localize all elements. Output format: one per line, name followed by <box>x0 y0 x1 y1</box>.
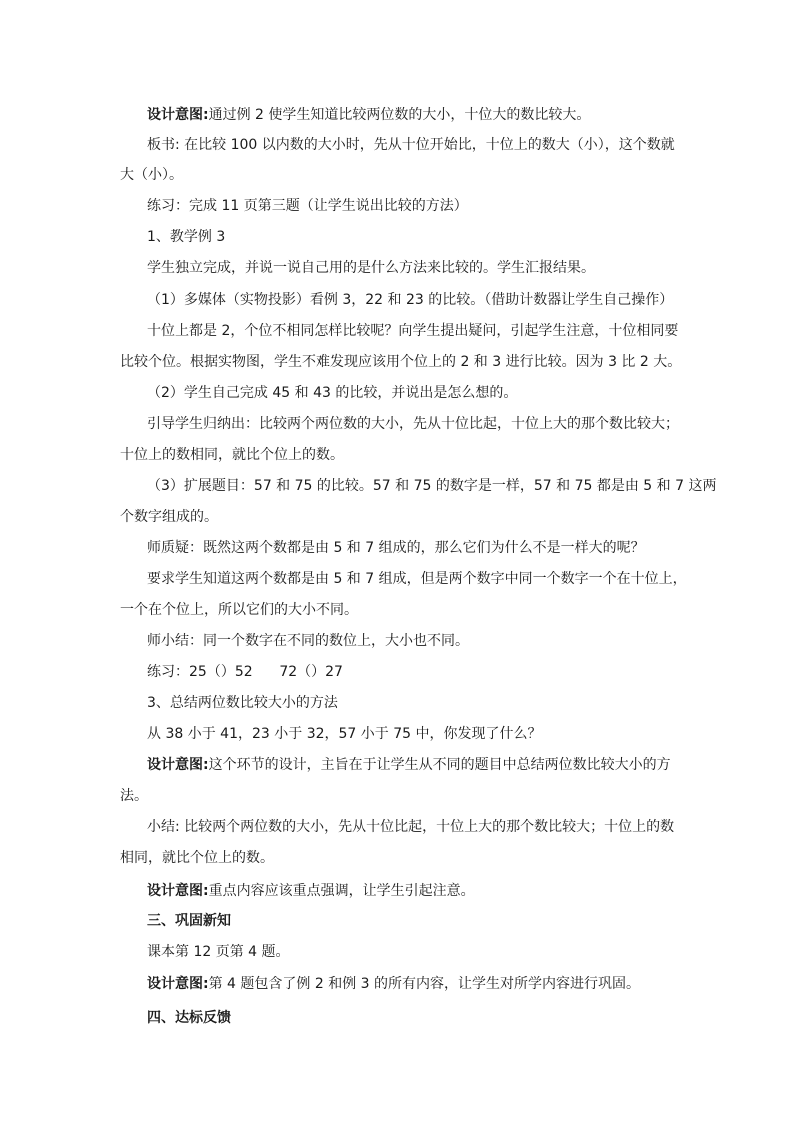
text-line <box>120 445 660 465</box>
line-text: 练习：25（）52 72（）27 <box>147 664 343 680</box>
line-text: 重点内容应该重点强调，让学生引起注意。 <box>208 883 475 899</box>
text-line <box>147 569 687 589</box>
text-line <box>120 165 660 185</box>
line-text: （1）多媒体（实物投影）看例 3，22 和 23 的比较。（借助计数器让学生自己操作） <box>147 292 674 308</box>
text-line <box>147 662 687 682</box>
line-text: 师质疑：既然这两个数都是由 5 和 7 组成的，那么它们为什么不是一样大的呢？ <box>147 540 645 556</box>
line-text: 十位上都是 2，个位不相同怎样比较呢？向学生提出疑问，引起学生注意，十位相同要 <box>147 323 679 339</box>
line-text: 这个环节的设计，主旨在于让学生从不同的题目中总结两位数比较大小的方 <box>208 757 671 773</box>
text-line <box>147 817 687 837</box>
text-line <box>120 507 660 527</box>
line-text: （2）学生自己完成 45 和 43 的比较，并说出是怎么想的。 <box>147 385 518 401</box>
section-heading <box>147 1008 687 1028</box>
line-text: 比较个位。根据实物图，学生不难发现应该用个位上的 2 和 3 进行比较。因为 3 比 2 大。 <box>120 354 682 370</box>
text-line <box>120 786 660 806</box>
line-text: 一个在个位上，所以它们的大小不同。 <box>120 602 358 618</box>
text-line <box>147 974 687 994</box>
line-text: 板书: 在比较 100 以内数的大小时，先从十位开始比，十位上的数大（小），这个数就 <box>147 137 675 153</box>
line-text: 个数字组成的。 <box>120 509 218 525</box>
section-heading <box>147 911 687 931</box>
line-text: 学生独立完成，并说一说自己用的是什么方法来比较的。学生汇报结果。 <box>147 260 595 276</box>
line-text: 要求学生知道这两个数都是由 5 和 7 组成，但是两个数字中同一个数字一个在十位上， <box>147 571 687 587</box>
text-line <box>120 848 660 868</box>
text-line <box>120 352 682 372</box>
line-text: 引导学生归纳出：比较两个两位数的大小，先从十位比起，十位上大的那个数比较大； <box>147 416 679 432</box>
text-line <box>147 383 687 403</box>
line-text: （3）扩展题目：57 和 75 的比较。57 和 75 的数字是一样，57 和 75 都是由 5 和 7 这两 <box>147 478 717 494</box>
text-line <box>147 881 687 901</box>
line-text: 从 38 小于 41，23 小于 32，57 小于 75 中，你发现了什么？ <box>147 726 542 742</box>
text-line <box>147 135 687 155</box>
heading-text: 三、巩固新知 <box>147 913 231 929</box>
text-line <box>147 693 687 713</box>
line-text: 课本第 12 页第 4 题。 <box>147 944 290 960</box>
line-text: 法。 <box>120 788 148 804</box>
line-text: 通过例 2 使学生知道比较两位数的大小，十位大的数比较大。 <box>208 107 591 123</box>
line-text: 相同，就比个位上的数。 <box>120 850 274 866</box>
text-line <box>147 196 687 216</box>
heading-text: 四、达标反馈 <box>147 1010 231 1026</box>
line-text: 师小结：同一个数字在不同的数位上，大小也不同。 <box>147 633 469 649</box>
text-line <box>147 631 687 651</box>
text-line <box>147 321 687 341</box>
bold-label: 设计意图: <box>147 883 209 899</box>
text-line <box>147 105 687 125</box>
text-line <box>147 724 687 744</box>
text-line <box>147 290 687 310</box>
text-line <box>147 538 687 558</box>
line-text: 十位上的数相同，就比个位上的数。 <box>120 447 344 463</box>
bold-label: 设计意图: <box>147 976 209 992</box>
text-line <box>147 258 687 278</box>
bold-label: 设计意图: <box>147 757 209 773</box>
line-text: 第 4 题包含了例 2 和例 3 的所有内容，让学生对所学内容进行巩固。 <box>208 976 641 992</box>
text-line <box>120 600 660 620</box>
text-line <box>147 755 687 775</box>
text-line <box>147 942 687 962</box>
line-text: 1、教学例 3 <box>147 229 226 245</box>
line-text: 小结: 比较两个两位数的大小，先从十位比起，十位上大的那个数比较大；十位上的数 <box>147 819 675 835</box>
bold-label: 设计意图: <box>147 107 209 123</box>
text-line <box>147 414 687 434</box>
line-text: 3、总结两位数比较大小的方法 <box>147 695 338 711</box>
text-line <box>147 476 717 496</box>
text-line <box>147 227 687 247</box>
line-text: 练习：完成 11 页第三题（让学生说出比较的方法） <box>147 198 468 214</box>
line-text: 大（小）。 <box>120 167 183 183</box>
